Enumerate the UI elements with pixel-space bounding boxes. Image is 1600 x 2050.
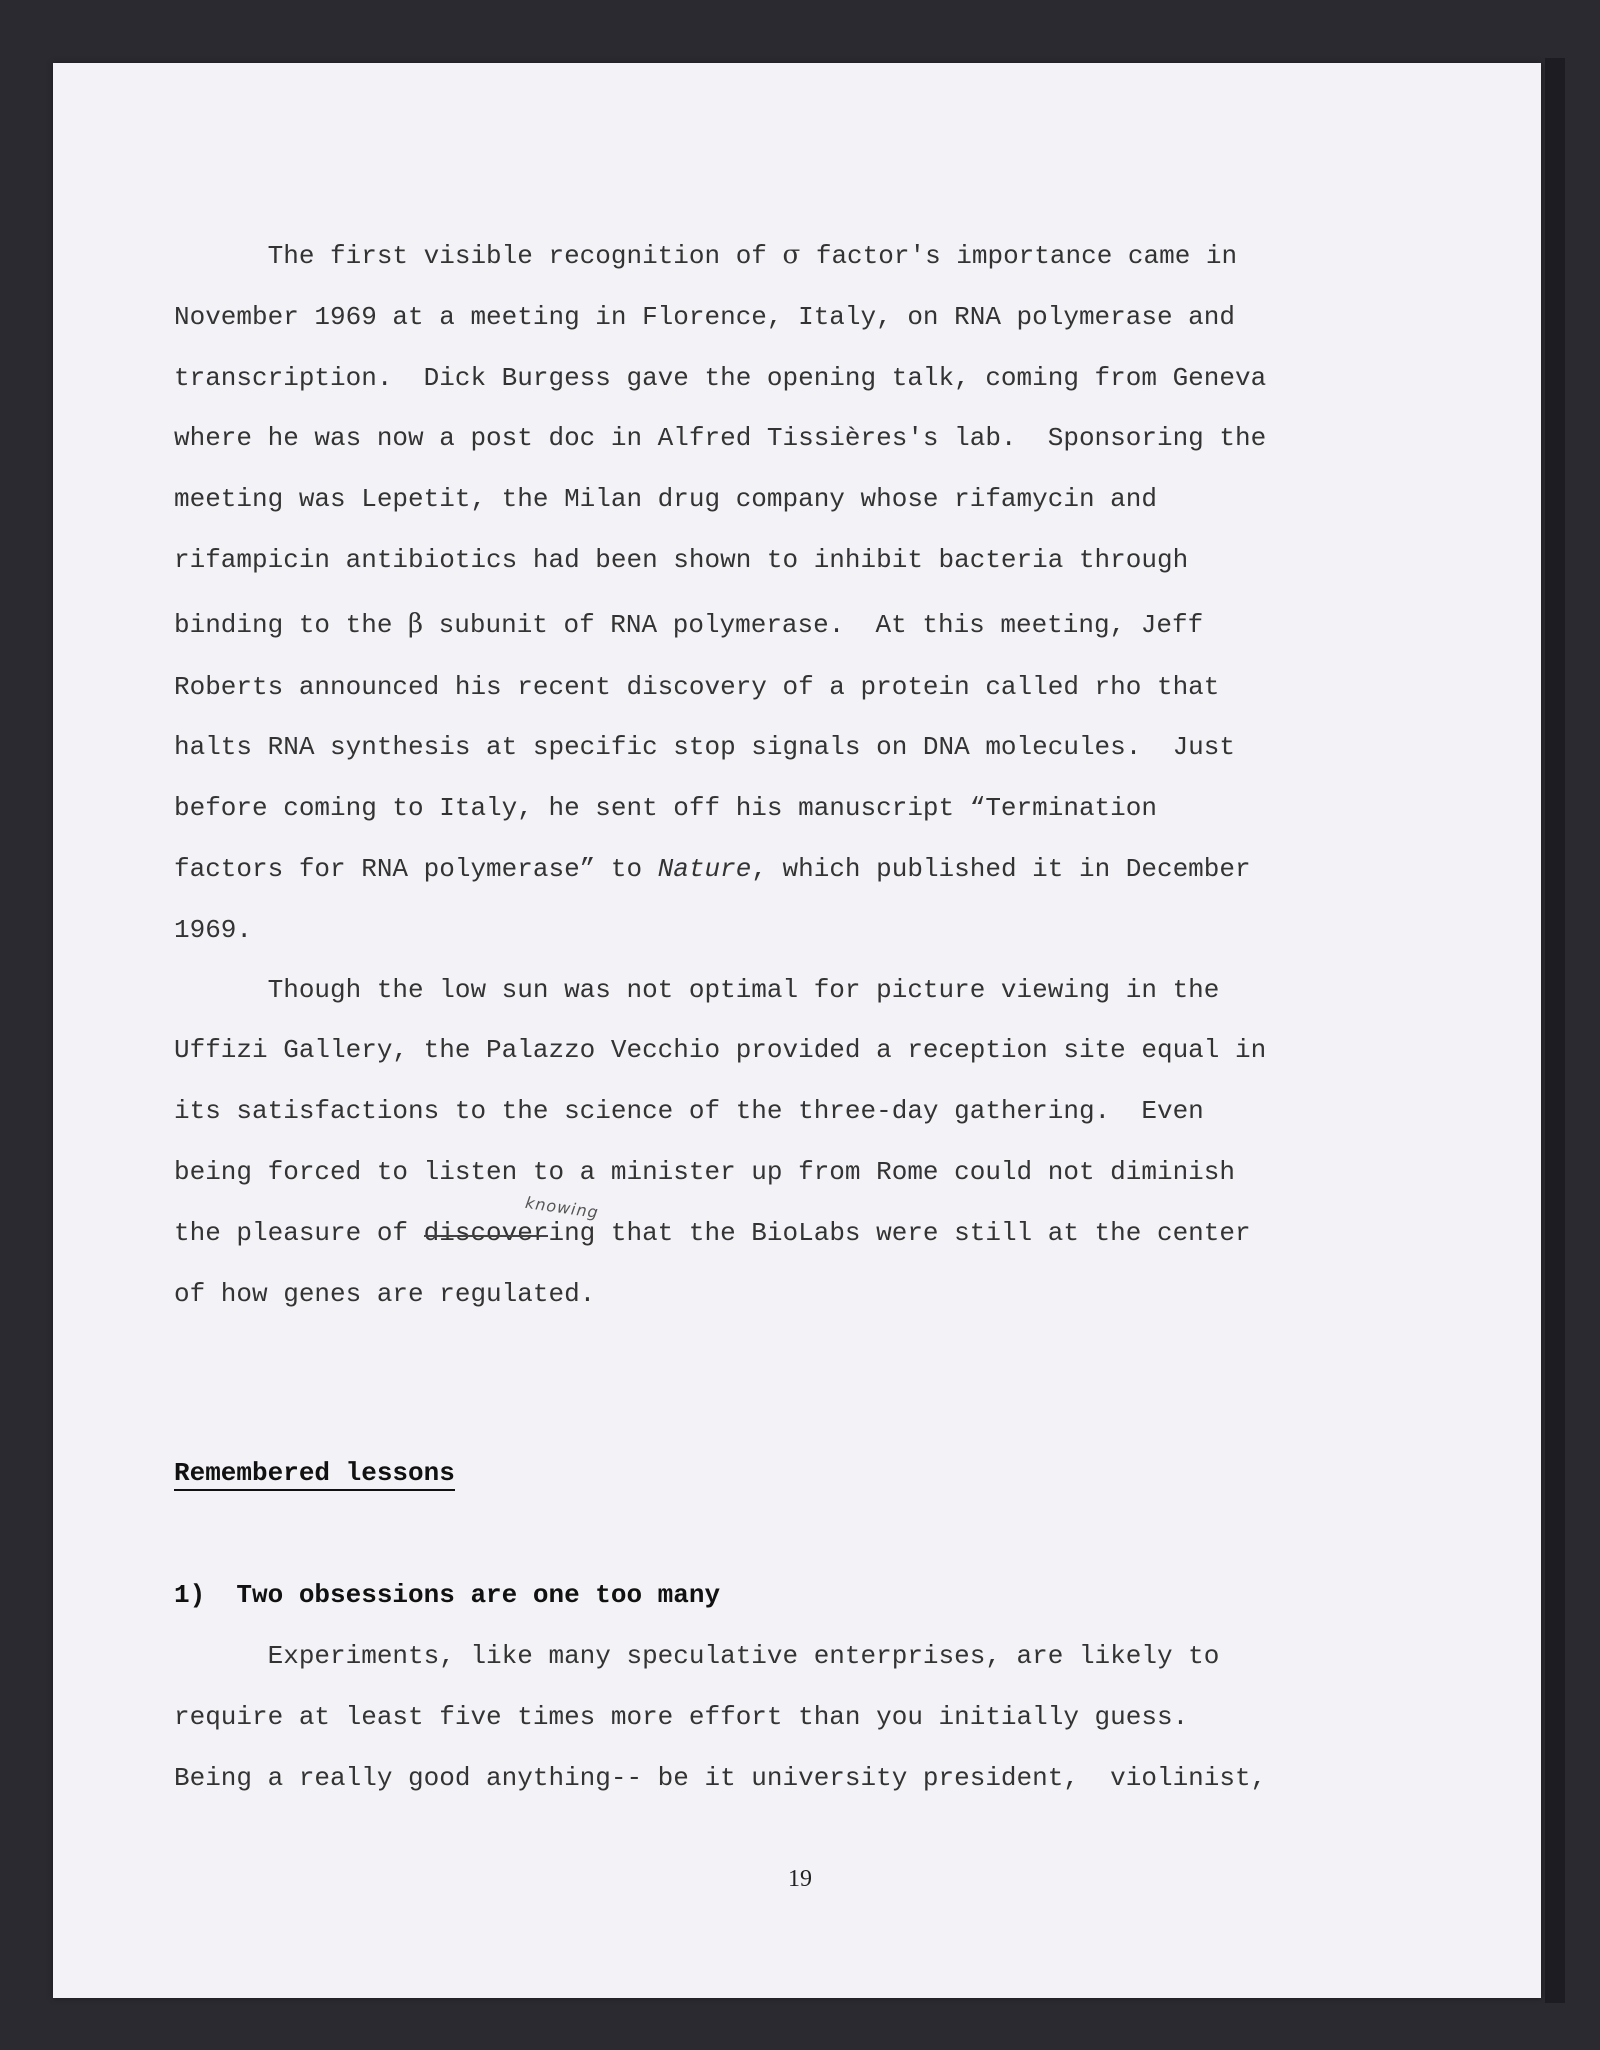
- text-line: Experiments, like many speculative enterprises, are likely to: [174, 1641, 1220, 1671]
- text-segment: binding to the: [174, 610, 409, 640]
- text-line: [174, 854, 1251, 884]
- text-segment: factor's importance came in: [800, 241, 1238, 271]
- text-line: [174, 609, 1203, 640]
- text-line: Uffizi Gallery, the Palazzo Vecchio provided a reception site equal in: [174, 1035, 1267, 1065]
- text-line: [174, 240, 1237, 271]
- text-segment: ing that the BioLabs were still at the center: [548, 1218, 1251, 1248]
- text-line: transcription. Dick Burgess gave the opening talk, coming from Geneva: [174, 363, 1267, 393]
- text-line: November 1969 at a meeting in Florence, Italy, on RNA polymerase and: [174, 302, 1235, 332]
- text-line: [174, 1218, 1251, 1248]
- lesson-heading: 1) Two obsessions are one too many: [174, 1580, 721, 1610]
- text-line: of how genes are regulated.: [174, 1279, 596, 1309]
- text-line: Being a really good anything-- be it university president, violinist,: [174, 1763, 1267, 1793]
- text-line: being forced to listen to a minister up from Rome could not diminish: [174, 1157, 1235, 1187]
- text-line: meeting was Lepetit, the Milan drug company whose rifamycin and: [174, 484, 1157, 514]
- text-line: Roberts announced his recent discovery of a protein called rho that: [174, 672, 1220, 702]
- struck-text: discover: [423, 1218, 549, 1248]
- text-line: Though the low sun was not optimal for picture viewing in the: [174, 975, 1220, 1005]
- binder-edge: [1545, 58, 1565, 2003]
- text-line: 1969.: [174, 915, 253, 945]
- journal-title: Nature: [657, 854, 752, 884]
- text-segment: subunit of RNA polymerase. At this meeting, Jeff: [423, 610, 1204, 640]
- text-segment: The first visible recognition of: [174, 241, 783, 271]
- text-segment: factors for RNA polymerase” to: [174, 854, 658, 884]
- beta-symbol: β: [408, 609, 424, 639]
- text-line: its satisfactions to the science of the three-day gathering. Even: [174, 1096, 1204, 1126]
- section-heading: [174, 1458, 455, 1488]
- text-line: require at least five times more effort than you initially guess.: [174, 1702, 1189, 1732]
- text-line: rifampicin antibiotics had been shown to inhibit bacteria through: [174, 545, 1189, 575]
- text-line: where he was now a post doc in Alfred Tissières's lab. Sponsoring the: [174, 423, 1267, 453]
- text-line: halts RNA synthesis at specific stop signals on DNA molecules. Just: [174, 732, 1235, 762]
- text-line: before coming to Italy, he sent off his manuscript “Termination: [174, 793, 1157, 823]
- sigma-symbol: σ: [782, 240, 801, 270]
- handwritten-annotation: knowing: [524, 1192, 600, 1223]
- page-number: 19: [788, 1866, 812, 1892]
- text-segment: the pleasure of: [174, 1218, 424, 1248]
- text-segment: , which published it in December: [751, 854, 1251, 884]
- section-heading-text: Remembered lessons: [174, 1458, 455, 1491]
